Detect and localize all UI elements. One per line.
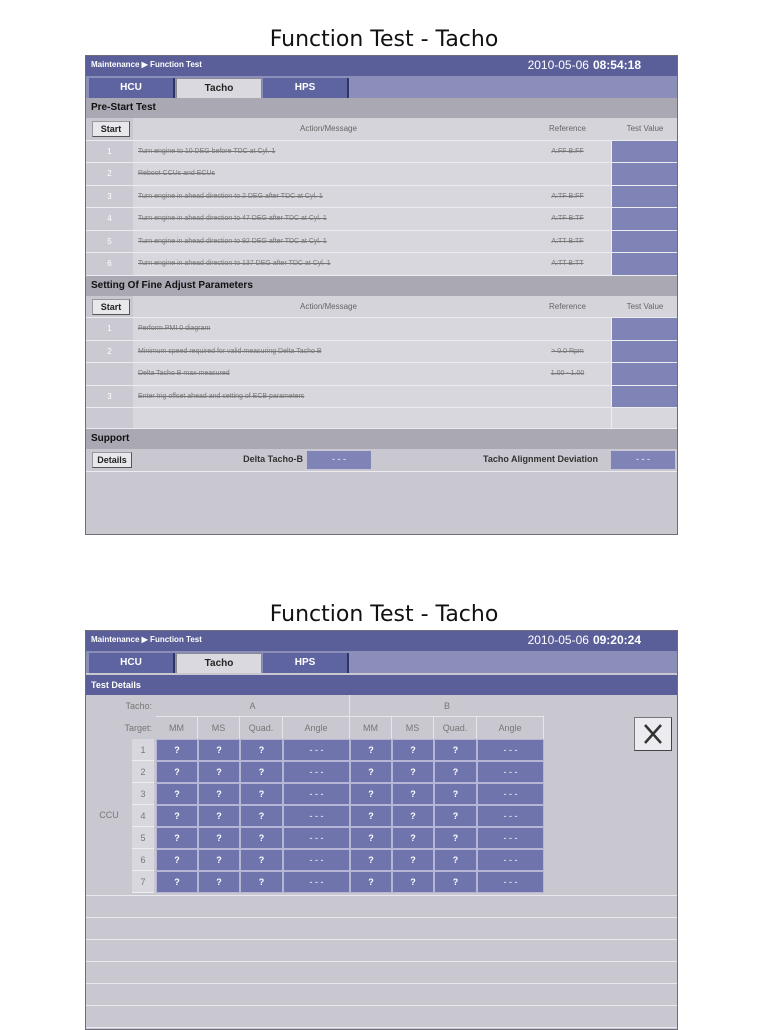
prestart-row xyxy=(86,141,677,164)
prestart-row-reference xyxy=(524,163,611,185)
prestart-row-number: 6 xyxy=(86,253,133,275)
prestart-row-test-value xyxy=(611,141,678,163)
screen-pre-start xyxy=(85,55,678,535)
finetune-row xyxy=(86,318,677,341)
finetune-row-test-value xyxy=(611,341,678,363)
value-cell: ? xyxy=(392,805,434,827)
column-header-1: MS xyxy=(198,717,240,739)
header-bar xyxy=(86,56,677,76)
column-header-3: Angle xyxy=(283,717,350,739)
prestart-row-reference: A:TT B:TF xyxy=(524,231,611,253)
col-action-2: Action/Message xyxy=(133,296,524,318)
finetune-empty-row xyxy=(86,408,677,429)
close-x-icon xyxy=(635,718,671,750)
ccu-row-number: 6 xyxy=(132,849,154,871)
tab-hps-2[interactable]: HPS xyxy=(263,653,349,673)
date-text: 2010-05-06 xyxy=(527,58,589,72)
prestart-row-number: 3 xyxy=(86,186,133,208)
angle-cell: - - - xyxy=(477,739,544,761)
screen-test-details xyxy=(85,630,678,1030)
col-reference: Reference xyxy=(524,118,611,140)
finetune-row-test-value xyxy=(611,363,678,385)
value-cell: ? xyxy=(392,761,434,783)
prestart-row-reference: A:TF B:TF xyxy=(524,208,611,230)
empty-row-separator xyxy=(86,939,678,940)
tab-tacho[interactable]: Tacho xyxy=(176,78,262,98)
prestart-row-number: 5 xyxy=(86,231,133,253)
empty-row-separator xyxy=(86,917,678,918)
value-cell: ? xyxy=(434,849,477,871)
value-cell: ? xyxy=(350,849,392,871)
value-cell: ? xyxy=(350,871,392,893)
prestart-row-reference: A:TF B:FF xyxy=(524,186,611,208)
prestart-row-reference: A:TT B:TT xyxy=(524,253,611,275)
prestart-row-test-value xyxy=(611,186,678,208)
tab-hps[interactable]: HPS xyxy=(263,78,349,98)
section-test-details: Test Details xyxy=(86,675,677,695)
angle-cell: - - - xyxy=(477,805,544,827)
value-cell: ? xyxy=(350,761,392,783)
date-text-2: 2010-05-06 xyxy=(527,633,589,647)
prestart-row-message: Turn engine in ahead direction to 47 DEG after TDC at Cyl. 1 xyxy=(133,208,524,230)
value-cell: ? xyxy=(156,827,198,849)
header-bar-2 xyxy=(86,631,677,651)
finetune-header-row xyxy=(86,296,677,319)
value-cell: ? xyxy=(156,783,198,805)
alignment-deviation-label: Tacho Alignment Deviation xyxy=(482,454,598,464)
value-cell: ? xyxy=(198,783,240,805)
ccu-label: CCU xyxy=(99,810,119,820)
value-cell: ? xyxy=(156,805,198,827)
value-cell: ? xyxy=(392,783,434,805)
angle-cell: - - - xyxy=(283,871,350,893)
finetune-row-message: Minimum speed required for valid measuring Delta Tacho B xyxy=(133,341,524,363)
finetune-row xyxy=(86,363,677,386)
value-cell: ? xyxy=(156,739,198,761)
ccu-row-number: 7 xyxy=(132,871,154,893)
angle-cell: - - - xyxy=(477,761,544,783)
value-cell: ? xyxy=(350,827,392,849)
prestart-row-message: Turn engine in ahead direction to 137 DEG after TDC at Cyl. 1 xyxy=(133,253,524,275)
value-cell: ? xyxy=(240,783,283,805)
breadcrumb-2: Maintenance ▶ Function Test xyxy=(91,635,202,644)
time-text-2: 09:20:24 xyxy=(592,633,641,647)
angle-cell: - - - xyxy=(283,783,350,805)
finetune-row-message: Perform PMI 0 diagram xyxy=(133,318,524,340)
prestart-row xyxy=(86,186,677,209)
value-cell: ? xyxy=(434,805,477,827)
finetune-row xyxy=(86,386,677,409)
test-details-grid xyxy=(86,695,677,1030)
prestart-row-test-value xyxy=(611,208,678,230)
value-cell: ? xyxy=(350,783,392,805)
finetune-row-number xyxy=(86,363,133,385)
time-text: 08:54:18 xyxy=(592,58,641,72)
section-pre-start: Pre-Start Test xyxy=(86,98,677,118)
group-a-label: A xyxy=(156,695,350,717)
value-cell: ? xyxy=(240,827,283,849)
value-cell: ? xyxy=(434,783,477,805)
value-cell: ? xyxy=(350,805,392,827)
finetune-row-message: Delta Tacho B max measured xyxy=(133,363,524,385)
finetune-row-number: 1 xyxy=(86,318,133,340)
ccu-row-number: 2 xyxy=(132,761,154,783)
breadcrumb: Maintenance ▶ Function Test xyxy=(91,60,202,69)
prestart-row-test-value xyxy=(611,163,678,185)
value-cell: ? xyxy=(156,849,198,871)
col-reference-2: Reference xyxy=(524,296,611,318)
angle-cell: - - - xyxy=(283,739,350,761)
prestart-header-row xyxy=(86,118,677,141)
prestart-row-message: Turn engine in ahead direction to 2 DEG after TDC at Cyl. 1 xyxy=(133,186,524,208)
ccu-row-number: 3 xyxy=(132,783,154,805)
prestart-row-message: Turn engine to 10 DEG before TDC at Cyl. 1 xyxy=(133,141,524,163)
prestart-start-button[interactable]: Start xyxy=(92,121,130,137)
close-button[interactable] xyxy=(634,717,672,751)
empty-row-separator xyxy=(86,983,678,984)
value-cell: ? xyxy=(240,805,283,827)
tab-tacho-2[interactable]: Tacho xyxy=(176,653,262,673)
prestart-row-test-value xyxy=(611,231,678,253)
angle-cell: - - - xyxy=(283,805,350,827)
value-cell: ? xyxy=(392,739,434,761)
column-header-5: MS xyxy=(392,717,434,739)
datetime xyxy=(528,58,641,72)
empty-row-separator xyxy=(86,961,678,962)
finetune-row-number: 2 xyxy=(86,341,133,363)
col-action: Action/Message xyxy=(133,118,524,140)
col-test-value-2: Test Value xyxy=(611,296,678,318)
finetune-row-reference xyxy=(524,318,611,340)
prestart-row xyxy=(86,163,677,186)
finetune-row-test-value xyxy=(611,318,678,340)
page-title-bottom: Function Test - Tacho xyxy=(269,602,499,627)
value-cell: ? xyxy=(156,871,198,893)
prestart-row xyxy=(86,253,677,276)
value-cell: ? xyxy=(198,805,240,827)
section-support: Support xyxy=(86,429,677,449)
col-test-value: Test Value xyxy=(611,118,678,140)
value-cell: ? xyxy=(434,871,477,893)
value-cell: ? xyxy=(392,827,434,849)
finetune-row-number: 3 xyxy=(86,386,133,408)
value-cell: ? xyxy=(392,849,434,871)
finetune-row-test-value xyxy=(611,386,678,408)
group-b-label: B xyxy=(350,695,544,717)
delta-tacho-label: Delta Tacho-B xyxy=(243,454,303,464)
value-cell: ? xyxy=(198,849,240,871)
alignment-deviation-value: - - - xyxy=(611,451,675,469)
angle-cell: - - - xyxy=(283,761,350,783)
prestart-row-number: 2 xyxy=(86,163,133,185)
column-header-6: Quad. xyxy=(434,717,477,739)
value-cell: ? xyxy=(240,761,283,783)
angle-cell: - - - xyxy=(283,827,350,849)
column-header-0: MM xyxy=(156,717,198,739)
finetune-row-reference: > 0.0 Rpm xyxy=(524,341,611,363)
value-cell: ? xyxy=(198,761,240,783)
value-cell: ? xyxy=(434,739,477,761)
prestart-row-message: Turn engine in ahead direction to 92 DEG after TDC at Cyl. 1 xyxy=(133,231,524,253)
value-cell: ? xyxy=(350,739,392,761)
angle-cell: - - - xyxy=(477,871,544,893)
angle-cell: - - - xyxy=(477,783,544,805)
ccu-row-number: 5 xyxy=(132,827,154,849)
target-label: Target: xyxy=(124,723,152,733)
prestart-row-number: 1 xyxy=(86,141,133,163)
tab-bar xyxy=(86,76,677,98)
value-cell: ? xyxy=(198,871,240,893)
angle-cell: - - - xyxy=(477,827,544,849)
value-cell: ? xyxy=(156,761,198,783)
angle-cell: - - - xyxy=(477,849,544,871)
value-cell: ? xyxy=(434,761,477,783)
prestart-row-message: Reboot CCUs and ECUs xyxy=(133,163,524,185)
tacho-label: Tacho: xyxy=(125,701,152,711)
ccu-row-number: 1 xyxy=(132,739,154,761)
support-row xyxy=(86,449,677,472)
details-button[interactable]: Details xyxy=(92,452,132,468)
value-cell: ? xyxy=(240,849,283,871)
tab-hcu-2[interactable]: HCU xyxy=(89,653,175,673)
value-cell: ? xyxy=(240,739,283,761)
finetune-row-reference xyxy=(524,386,611,408)
delta-tacho-value: - - - xyxy=(307,451,371,469)
prestart-row-reference: A:FF B:FF xyxy=(524,141,611,163)
column-header-7: Angle xyxy=(477,717,544,739)
ccu-row-number: 4 xyxy=(132,805,154,827)
datetime-2 xyxy=(528,633,641,647)
tab-bar-2 xyxy=(86,651,677,673)
value-cell: ? xyxy=(198,827,240,849)
section-fine-adjust: Setting Of Fine Adjust Parameters xyxy=(86,276,677,296)
finetune-start-button[interactable]: Start xyxy=(92,299,130,315)
finetune-row xyxy=(86,341,677,364)
column-header-2: Quad. xyxy=(240,717,283,739)
page-title-top: Function Test - Tacho xyxy=(269,27,499,52)
value-cell: ? xyxy=(198,739,240,761)
finetune-row-reference: 1.00 - 1.00 xyxy=(524,363,611,385)
empty-row-separator xyxy=(86,1027,678,1028)
value-cell: ? xyxy=(434,827,477,849)
angle-cell: - - - xyxy=(283,849,350,871)
prestart-row xyxy=(86,208,677,231)
value-cell: ? xyxy=(392,871,434,893)
column-header-4: MM xyxy=(350,717,392,739)
value-cell: ? xyxy=(240,871,283,893)
tab-hcu[interactable]: HCU xyxy=(89,78,175,98)
empty-row-separator xyxy=(86,1005,678,1006)
finetune-row-message: Enter trig offset ahead and setting of ECB parameters xyxy=(133,386,524,408)
prestart-row-number: 4 xyxy=(86,208,133,230)
empty-row-separator xyxy=(86,895,678,896)
prestart-row xyxy=(86,231,677,254)
prestart-row-test-value xyxy=(611,253,678,275)
